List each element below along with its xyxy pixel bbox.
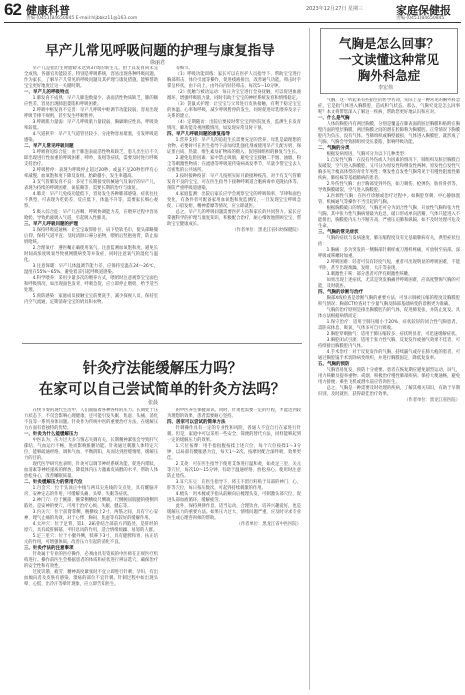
article2-column-2: [167, 408, 301, 690]
paragraph: 5.足三里穴：位于小腿外侧，犊鼻下3寸，具有健脾和胃、扶正培元的作用，可增强体质，改善压力引起的消化不良。: [24, 534, 158, 545]
paragraph: 4.科学喂养：采用少量多次的喂养方式，喂奶时注意观察宝宝面色和呼吸情况，如出现面色发青、呼吸急促，应立即停止喂奶，给予适当处理。: [24, 276, 158, 293]
paragraph: 1.自发性气胸：在没有外伤或人为因素的情况下，肺组织及脏层胸膜自发破裂，空气进入胸膜腔。又可分为原发性和继发性两种。原发性自发性气胸多见于瘦高体型的青壮年男性；继发性自发性气胸常见于有慢性阻塞性肺疾病、肺结核等基础肺病的患者。: [318, 158, 460, 181]
article1-title: 早产儿常见呼吸问题的护理与康复指导: [45, 43, 275, 59]
author-affiliation: （作者单位：黑龙江省中医医院）: [236, 522, 301, 527]
article1-byline: 徐丽君: [150, 60, 166, 66]
article2-title-line-2: 在家可以自己尝试简单的针灸方法吗？: [38, 381, 286, 398]
editor-contact-right: 责编·(0451)84650845: [396, 16, 445, 21]
column-divider: [309, 28, 310, 690]
paragraph: 1.肺发育不成熟：早产儿肺泡数量少、表面活性物质缺乏，肺的顺应性差，容易出现肺泡萎陷和呼吸困难。: [24, 96, 158, 107]
paragraph: 胸部X线检查是诊断气胸的重要方法，可显示肺被压缩的程度及胸膜腔积气情况；胸部CT检查对于少量气胸及肺部基础病变的诊断更为准确。: [318, 296, 460, 307]
article3-byline: 李宏伟: [378, 85, 394, 91]
paragraph: 2.艾灸：可在医生指导下使用艾条进行温和灸，如灸足三里、关元等穴位，每次10～15分钟，有助于温通经络、放松身心。使用时注意防止烫伤。: [167, 462, 301, 479]
paragraph: 4.肺炎：早产儿免疫功能低下，容易发生各种肺部感染，症状往往不典型，可表现为吃奶差、反应低下、体温不升等，需要家长细心观察。: [24, 192, 158, 209]
paragraph: （1）呼吸功能训练：家长可以在医护人员指导下，帮助宝宝进行胸部叩击、体位引流等操作，促进痰液排出，改善通气功能。叩击时手掌呈杯状，由下向上、由外向内轻轻叩击，每次5～10分钟。: [167, 72, 301, 89]
section-heading: 一、什么是气胸: [318, 116, 350, 121]
paragraph: 现代医学研究也表明，针灸可以调节神经系统功能，促进内啡肽、血清素等神经递质的释放，降低体内压力激素皮质醇的水平，帮助人体放松身心，改善睡眠质量。: [24, 462, 158, 479]
paragraph: 3.呼吸肌力量弱：早产儿呼吸肌力量较弱，胸廓顺应性高，呼吸效率较低。: [24, 120, 158, 131]
column-name: 健康科普: [26, 4, 70, 17]
section-heading: 五、气胸的预防: [318, 362, 350, 367]
paragraph: 1.穴位按摩：用手指指腹按揉上述穴位，每个穴位按揉1～3分钟，以局部有酸胀感为宜，每天1～2次。按摩时配合深呼吸，效果更佳。: [167, 444, 301, 461]
paragraph: 4.气道狭窄：早产儿气道管径较小，分泌物容易堵塞，引发呼吸道感染。: [24, 132, 158, 143]
paragraph: 总之，早产儿的呼吸问题需要医护人员和家长的共同努力。家长应掌握科学的护理与康复知识，积极配合治疗，耐心细致地照顾宝宝，帮助宝宝健康成长。: [167, 210, 301, 227]
paragraph: （4）定期随访：出院后要按时带宝宝到医院复查，监测生长发育情况、肺功能及视网膜情况，如发现异常及时干预。: [167, 120, 301, 131]
paragraph: （2）抚触与被动运动：每日为宝宝进行全身抚触，可以促进血液循环，增强呼吸肌力量，同时有助于宝宝的神经系统发育和情绪稳定。: [167, 90, 301, 101]
paragraph: 总之，气胸是一种需要及时处理的疾病，了解其相关知识，有助于早期识别、及时就医，获得最佳治疗效果。: [318, 386, 460, 397]
article2-title-line-1: 针灸疗法能缓解压力吗？: [82, 360, 243, 377]
paragraph: 3.耳穴压豆：在医生指导下，将王不留行籽贴于耳部的神门、心、肝等穴位，每日按压数次，可起到持续刺激的作用。: [167, 480, 301, 491]
paragraph: 5.吸入综合征：早产儿吞咽、呼吸协调能力差，在喂养过程中容易呛奶，导致奶液吸入气道，引起吸入性肺炎。: [24, 210, 158, 221]
paragraph: 1.保持呼吸道通畅：让宝宝取仰卧位，肩下垫软毛巾，使头部略微后仰，保持气道平直；及时清除口鼻分泌物，喂奶后竖抱拍背，防止溢奶呛咳。: [24, 228, 158, 245]
paragraph: 2.合理氧疗：遵医嘱正确使用氧气，注意监测血氧饱和度，避免长时间高浓度吸氧导致视网膜病变等并发症，同时注意氧气的湿化与温化。: [24, 246, 158, 263]
paragraph: 1.营养支持：早产儿的追赶生长需要充足的营养，母乳是最理想的食物，必要时可在医生指导下添加母乳强化剂或使用早产儿配方奶，保证蛋白质、热量、维生素及矿物质的摄入，促进肺组织的修复与生长。: [167, 138, 301, 155]
page-number: 62: [4, 0, 21, 19]
paragraph: 1.呼吸窘迫综合征：由于肺泡表面活性物质缺乏，患儿出生后不久即出现进行性加重的呼吸困难、呻吟、发绀等症状，需要及时进行呼吸支持治疗。: [24, 150, 158, 167]
paragraph: 的中医养生保健知识。同时，针灸也需要一定的疗程，才能达到较为理想的效果，患者需要耐心坚持。: [167, 408, 301, 419]
paragraph: 4.家庭监测：出院后家长应学会观察宝宝的呼吸频率、节律和面色变化，有条件者可配备家用血氧饱和度监测仪，一旦发现宝宝呼吸急促、口唇发绀、精神萎靡等情况，应立即就医。: [167, 192, 301, 209]
section-heading: 四、居家可以尝试的简单方法: [167, 420, 226, 425]
section-heading: 二、针灸缓解压力的常用穴位: [24, 480, 83, 485]
section-heading: 三、早产儿呼吸问题的护理: [24, 222, 78, 227]
author-affiliation: （作者单位：黑龙江省医院）: [404, 398, 460, 403]
paragraph: 4.太冲穴：位于足背，第1、2跖骨结合部前方凹陷处，是肝经的原穴，具有疏肝解郁、平肝息风的作用，适合情绪烦躁、易怒的人群。: [24, 522, 158, 533]
paragraph: 3.内关穴：位于前臂掌侧，腕横纹上2寸，两筋之间，具有宁心安神、理气止痛的功效，对于心悸、胸闷、焦虑等有较好的缓解作用。: [24, 510, 158, 521]
paragraph: 根据发病原因，气胸可分为以下几种类型：: [326, 152, 409, 157]
article3-title-line-2: 一文读懂这种常见: [338, 52, 439, 67]
paper-name: 家庭保健报: [396, 4, 451, 17]
paragraph: 3.按时接种疫苗：早产儿按照实际月龄接种疫苗，对于有支气管肺发育不良的宝宝，可在医生指导下接种呼吸道合胞病毒单克隆抗体等，预防严重呼吸道感染。: [167, 174, 301, 191]
paragraph: 1.保守治疗：适用于肺压缩小于20%、症状较轻的闭合性气胸患者。需卧床休息、吸氧，气体多可自行吸收。: [318, 320, 460, 331]
masthead-rule: [4, 22, 461, 23]
paragraph: 1.百会穴：位于头顶正中线与两耳尖连线的交点处，具有醒脑开窍、安神定志的作用，可缓解头痛、头晕、失眠等症状。: [24, 486, 158, 497]
paragraph: 气胸容易复发，预防十分重要。患者在恢复期应避免剧烈运动、屏气、用力咳嗽及提举重物；戒烟，积极治疗慢性肺部疾病；保持大便通畅，避免用力排便；乘坐飞机或潜水前应咨询医生。: [318, 368, 460, 385]
article1-column-1: [24, 66, 158, 339]
article2-column-1: [24, 408, 158, 690]
paragraph: 气胸的症状与发病速度、肺压缩程度及有无基础肺病有关，典型症状包括：: [318, 236, 460, 247]
paragraph: 4.手术治疗：对于反复发作的气胸、持续漏气或存在肺大疱的患者，可通过胸腔镜手术切除病变组织，并进行胸膜固定，降低复发率。: [318, 350, 460, 361]
paragraph: 如果出现上述症状，尤其是突发胸痛伴呼吸困难，应高度警惕气胸的可能，及时就医。: [318, 278, 460, 289]
section-heading: 一、早产儿的呼吸特点: [24, 90, 69, 95]
paragraph: 2.呼吸暂停：表现为呼吸停止超过20秒，或虽不足20秒但伴有心率减慢、血氧饱和度下降及发绀。胎龄越小，发生率越高。: [24, 168, 158, 179]
issue-date: 2023年12月27日 星期三: [306, 6, 364, 12]
paragraph: 1.胸痛：多为突发的一侧胸部针刺样或刀割样疼痛，可放射至肩部，深呼吸或咳嗽时加重。: [318, 248, 460, 259]
paragraph: 针灸属于专业的医疗操作，必须由具有资质的中医师在正规医疗机构进行。操作前医生会根据患者的体质和症状进行辨证选穴，确保治疗的安全性和有效性。: [24, 552, 158, 569]
paragraph: 气胸的治疗原则是排出胸膜腔内的气体，促进肺复张，并防止复发。具体方法根据病情而定：: [318, 308, 460, 319]
paragraph: 中医认为，压力过大多与情志失调有关，长期精神紧张会导致肝气郁结、气血运行不畅，进而影响脏腑功能。针灸通过刺激人体特定穴位，能够疏通经络、调和气血、平衡阴阳，从而达到舒缓情绪、缓解压力的目的。: [24, 438, 158, 461]
section-heading: 二、早产儿常见呼吸问题: [24, 144, 74, 149]
article2-byline: 张晨: [148, 400, 159, 406]
section-heading: 一、针灸为什么能缓解压力: [24, 432, 78, 437]
paragraph: 3.刺激性干咳：部分患者可伴有刺激性咳嗽。: [326, 272, 413, 277]
article1-column-2: [167, 66, 301, 339]
paragraph: 等细节。: [175, 66, 193, 71]
paragraph: 3.胸腔闭式引流：适用于张力性气胸、反复发作或抽气效果不佳者，可持续排出胸膜腔内气体。: [318, 338, 460, 349]
paragraph: 早产儿是指出生时胎龄未达到37周的新生儿。由于其发育尚未完全成熟，各器官功能较差，特别是呼吸系统，容易出现各种呼吸问题。作为家长，了解早产儿常见的呼吸问题及其护理与康复措施，能够帮助宝宝更好地度过这一关键时期。: [24, 66, 158, 89]
paragraph: 在快节奏的现代生活中，人们面临着各种各样的压力。长期处于压力状态下，不仅会影响心理健康，还可能引发失眠、焦虑、头痛、消化不良等一系列身体问题。针灸作为传统中医的重要治疗方法，在缓解压力方面有着独特的优势。: [24, 408, 158, 431]
section-heading: 四、早产儿呼吸问题的康复指导: [167, 132, 230, 137]
section-heading: 二、气胸的分类: [318, 146, 350, 151]
paragraph: 5.预防感染：家庭成员接触宝宝前要洗手，减少探视人员，保持室内空气流通，定期消毒宝宝的奶具和衣物。: [24, 294, 158, 305]
paragraph: 3.支气管肺发育不良：多见于长期接受机械通气及氧疗的早产儿，表现为持续的呼吸困难、氧依赖等，需要长期的治疗与康复。: [24, 180, 158, 191]
section-heading: 三、针灸疗法的注意事项: [24, 546, 74, 551]
paragraph: 气胸，这一听起来有些陌生的医学名词，实际上是一种常见的胸外科急症。它是指气体进入胸膜腔，造成积气状态。那么，气胸究竟是怎么回事呢？本文将带您深入了解这一疾病，帮助您更好地认识和应对。: [318, 98, 460, 115]
editor-contact-left: 责编·(0451)84650845 E-mail:hljbbkz11@163.com: [26, 16, 138, 21]
paragraph: 3.医源性气胸：在医疗诊断或治疗过程中，如胸腔穿刺、中心静脉置管、机械通气等操作不当引起的气胸。: [318, 194, 460, 205]
paragraph: 2.外伤性气胸：由于胸部受到外伤，如刀刺伤、枪弹伤、肋骨骨折等，导致胸膜破裂，空气进入胸膜腔。: [318, 182, 460, 193]
section-heading: 四、气胸的诊断与治疗: [318, 290, 363, 295]
paragraph: 过度饥饿、疲劳、精神高度紧张时不宜立即进行针刺；孕妇、有出血倾向者及皮肤有感染、溃疡的部位不宜针刺。针刺过程中如出现头晕、心慌、出冷汗等晕针现象，应立即告知医生。: [24, 570, 158, 587]
author-affiliation: （作者单位：黑龙江省妇幼保健院）: [232, 228, 301, 233]
paragraph: 根据胸膜破口的情况，气胸还可分为闭合性气胸、开放性气胸和张力性气胸。其中张力性气胸病情最为危急，破口形成单向活瓣，气体只能进入不能排出，胸膜腔内压力不断升高，严重压迫肺和纵隔，如不及时处理可危及生命。: [318, 206, 460, 229]
paragraph: 3.注意保暖：早产儿体温调节能力差，应保持室温在24～26℃，湿度在55%～65%，避免着凉引起呼吸道感染。: [24, 264, 158, 275]
paragraph: （3）袋鼠式护理：让宝宝与父母进行皮肤接触，有利于稳定宝宝的体温、心率和呼吸，减少呼吸暂停的发生，同时促进母乳喂养及亲子关系的建立。: [167, 102, 301, 119]
section-heading: 三、气胸的常见症状: [318, 230, 359, 235]
paragraph: 针刺操作具有一定的专业性和风险，普通人不宜自行在家进行针刺。但是，家庭中可以采用一些安全、简便的替代方法，同样能够起到一定的缓解压力的效果。: [167, 426, 301, 443]
article3-title-line-1: 气胸是怎么回事？: [338, 36, 439, 51]
paragraph: 2.胸腔穿刺抽气：适用于肺压缩较多、症状明显者，可迅速缓解症状。: [326, 332, 460, 337]
paragraph: 此外，保持规律作息、适当运动、合理饮食、培养兴趣爱好，也是缓解压力的重要方法。如果压力过大、情绪问题严重，应及时寻求专业医生或心理咨询师的帮助。: [167, 504, 301, 521]
paragraph: 2.神门穴：位于腕部，腕掌侧横纹尺侧端，尺侧腕屈肌腱的桡侧凹陷处，是安神的要穴，可用于治疗心烦、失眠、健忘等。: [24, 498, 158, 509]
paragraph: 人体的胸腔内有两层胸膜，分别是覆盖在肺表面的脏层胸膜和贴附在胸壁内面的壁层胸膜，两层胸膜之间的潜在腔隙称为胸膜腔。正常情况下胸膜腔内为负压，没有气体。当肺组织或胸壁破损，气体进入胸膜腔，就形成了气胸。气胸会导致肺组织受压萎陷，影响呼吸功能。: [318, 122, 460, 145]
paragraph: 2.避免危险因素：家中禁止吸烟，避免宝宝接触二手烟、油烟、粉尘等刺激性物质；在流感等呼吸道传染病高发季节，尽量少带宝宝去人员密集的公共场所。: [167, 156, 301, 173]
paragraph: 4.梳头：用木梳或手指从前额向后梳理头发，可刺激头部穴位，促进头部血液循环，缓解疲劳。: [167, 492, 301, 503]
masthead: [0, 0, 465, 22]
article3-title-line-3: 胸外科急症: [357, 68, 421, 83]
article3-body: [318, 98, 460, 690]
article-divider: [22, 343, 302, 344]
paragraph: 2.呼吸困难：轻者可仅有轻度气短，重者可出现明显的呼吸困难，不能平卧，甚至出现烦躁、发绀、大汗等表现。: [318, 260, 460, 271]
paragraph: 2.呼吸中枢发育不完善：早产儿呼吸中枢调节功能较弱，容易出现呼吸节律不规则，甚至发生呼吸暂停。: [24, 108, 158, 119]
